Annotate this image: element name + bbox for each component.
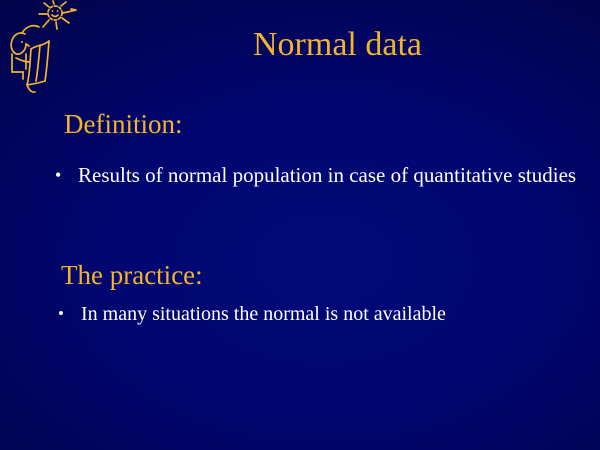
slide-title: Normal data bbox=[253, 26, 422, 63]
bullet-text: Results of normal population in case of quantitative studies bbox=[78, 163, 577, 187]
bullet-item-definition bbox=[55, 163, 578, 189]
bullet-marker: • bbox=[55, 165, 62, 185]
section-heading-definition: Definition: bbox=[64, 109, 183, 139]
bullet-text: In many situations the normal is not available bbox=[81, 303, 446, 325]
section-heading-practice: The practice: bbox=[61, 260, 203, 290]
bullet-item-practice bbox=[58, 302, 561, 326]
bullet-marker: • bbox=[58, 304, 64, 323]
